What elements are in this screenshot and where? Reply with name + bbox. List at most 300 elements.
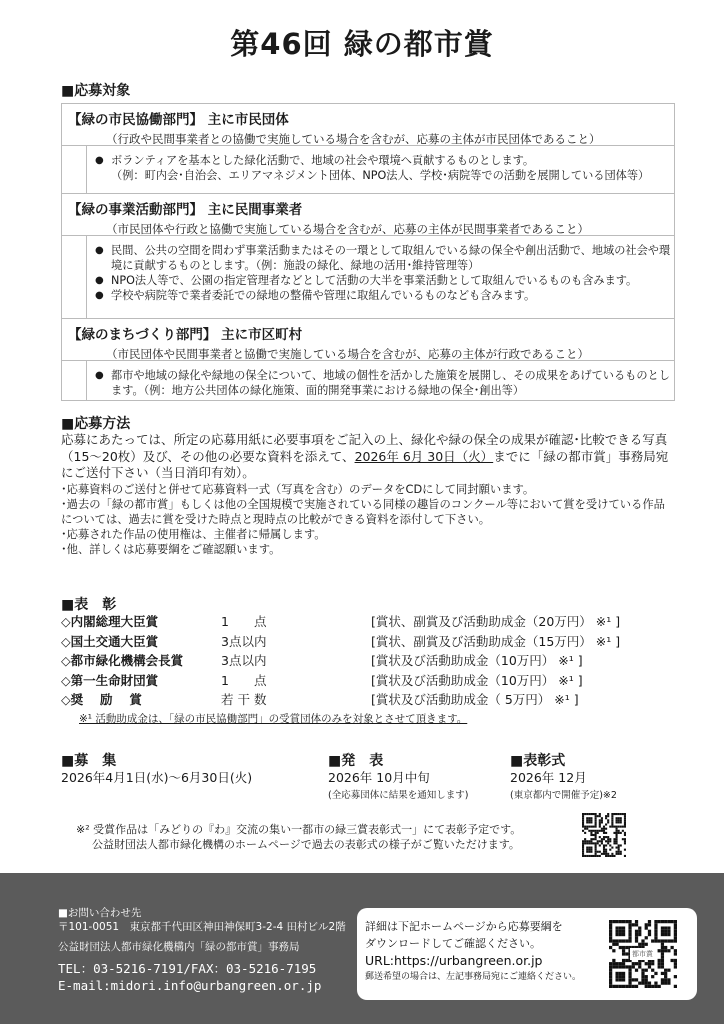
qr-module bbox=[582, 826, 584, 828]
contact-address: 〒101-0051 東京都千代田区神田神保町3-2-4 田村ビル2階 bbox=[58, 921, 346, 933]
qr-module bbox=[632, 965, 635, 968]
qr-module bbox=[622, 965, 625, 968]
qr-module bbox=[616, 817, 618, 819]
award-prize: [賞状及び活動助成金（10万円） ※¹ ] bbox=[371, 653, 583, 668]
qr-module bbox=[599, 855, 601, 857]
qr-module bbox=[597, 855, 599, 857]
qr-module bbox=[615, 930, 618, 933]
category-bullets bbox=[62, 361, 674, 401]
qr-module bbox=[615, 933, 618, 936]
qr-module bbox=[628, 933, 631, 936]
qr-module bbox=[664, 926, 667, 929]
contact-org: 公益財団法人都市緑化機構内「緑の都市賞」事務局 bbox=[58, 941, 300, 953]
qr-module bbox=[592, 826, 594, 828]
qr-module bbox=[661, 939, 664, 942]
schedule-date: 2026年 12月 bbox=[510, 770, 587, 785]
qr-module bbox=[607, 815, 609, 817]
qr-module bbox=[595, 855, 597, 857]
qr-module bbox=[661, 959, 664, 962]
qr-module bbox=[612, 939, 615, 942]
qr-module bbox=[664, 982, 667, 985]
qr-module bbox=[590, 813, 592, 815]
qr-module bbox=[620, 813, 622, 815]
qr-module bbox=[603, 830, 605, 832]
method-note: ･過去の「緑の都市賞」もしくは他の全国規模で実施されている同様の趣旨のコンクール等において賞を受けている作品については、過去に賞を受けた時点と現時点の比較ができる資料を添付して下さい。 bbox=[61, 497, 665, 526]
details-text: 郵送希望の場合は、左記事務局宛にご連絡ください。 bbox=[365, 972, 582, 982]
qr-module bbox=[609, 930, 612, 933]
qr-module bbox=[645, 969, 648, 972]
qr-module bbox=[595, 823, 597, 825]
qr-module bbox=[605, 853, 607, 855]
qr-module bbox=[654, 933, 657, 936]
qr-module bbox=[586, 819, 588, 821]
qr-module bbox=[584, 828, 586, 830]
qr-module bbox=[674, 962, 677, 965]
qr-module bbox=[674, 923, 677, 926]
qr-module bbox=[588, 826, 590, 828]
method-text: 応募にあたっては、所定の応募用紙に必要事項をご記入の上、緑化や緑の保全の成果が確認･比較できる写真（15～20枚）及び、その他の必要な資料を添えて、 bbox=[61, 432, 668, 464]
qr-module bbox=[584, 826, 586, 828]
qr-module bbox=[611, 815, 613, 817]
qr-module bbox=[603, 826, 605, 828]
qr-module bbox=[645, 985, 648, 988]
qr-module bbox=[664, 946, 667, 949]
qr-module bbox=[584, 840, 586, 842]
qr-module bbox=[674, 930, 677, 933]
qr-module bbox=[619, 946, 622, 949]
qr-module bbox=[582, 821, 584, 823]
method-heading: ■応募方法 bbox=[61, 416, 131, 432]
qr-module bbox=[601, 840, 603, 842]
qr-module bbox=[605, 844, 607, 846]
qr-module bbox=[645, 978, 648, 981]
qr-module bbox=[664, 939, 667, 942]
qr-module bbox=[609, 920, 612, 923]
award-name: ◇内閣総理大臣賞 bbox=[61, 614, 159, 629]
qr-module bbox=[674, 949, 677, 952]
qr-module bbox=[588, 819, 590, 821]
qr-module bbox=[664, 933, 667, 936]
qr-module bbox=[615, 985, 618, 988]
qr-module bbox=[616, 830, 618, 832]
qr-module bbox=[674, 933, 677, 936]
qr-module bbox=[582, 817, 584, 819]
qr-module bbox=[609, 826, 611, 828]
qr-module bbox=[651, 939, 654, 942]
contact-heading: ■お問い合わせ先 bbox=[58, 907, 142, 919]
ceremony-note bbox=[76, 822, 521, 852]
bullet-item: ● ボランティアを基本とした緑化活動で、地域の社会や環境へ貢献するものとします。 bbox=[95, 153, 674, 168]
qr-module bbox=[582, 813, 584, 815]
qr-module bbox=[671, 939, 674, 942]
qr-module bbox=[584, 832, 586, 834]
method-note: ･他、詳しくは応募要綱をご確認願います。 bbox=[61, 542, 281, 556]
qr-module bbox=[599, 826, 601, 828]
qr-module bbox=[645, 962, 648, 965]
qr-module bbox=[645, 943, 648, 946]
qr-module bbox=[615, 939, 618, 942]
qr-module bbox=[611, 847, 613, 849]
qr-module bbox=[661, 982, 664, 985]
qr-module bbox=[611, 826, 613, 828]
qr-module bbox=[611, 855, 613, 857]
bullet-item: ● NPO法人等で、公園の指定管理者などとして活動の大半を事業活動として取組んでいるものも含みます。 bbox=[95, 273, 674, 288]
qr-module bbox=[667, 939, 670, 942]
qr-module bbox=[601, 853, 603, 855]
qr-module bbox=[582, 842, 584, 844]
award-prize: [賞状、副賞及び活動助成金（15万円） ※¹ ] bbox=[371, 633, 621, 649]
qr-module bbox=[664, 920, 667, 923]
qr-module bbox=[586, 849, 588, 851]
qr-module bbox=[624, 815, 626, 817]
qr-module bbox=[586, 851, 588, 853]
award-name: ◇都市緑化機構会長賞 bbox=[61, 653, 184, 668]
award-count: 1 点 bbox=[221, 672, 267, 688]
qr-module bbox=[616, 838, 618, 840]
award-prize: [賞状及び活動助成金（ 5万円） ※¹ ] bbox=[371, 692, 579, 707]
qr-module bbox=[622, 826, 624, 828]
qr-module bbox=[618, 813, 620, 815]
qr-module bbox=[595, 851, 597, 853]
qr-module bbox=[618, 830, 620, 832]
qr-module bbox=[661, 952, 664, 955]
qr-module bbox=[582, 853, 584, 855]
qr-module bbox=[648, 923, 651, 926]
qr-module bbox=[609, 978, 612, 981]
qr-module bbox=[601, 838, 603, 840]
qr-module bbox=[582, 823, 584, 825]
method-body bbox=[61, 432, 673, 557]
qr-module bbox=[595, 849, 597, 851]
qr-module bbox=[628, 939, 631, 942]
qr-module bbox=[620, 853, 622, 855]
qr-module bbox=[658, 949, 661, 952]
qr-module bbox=[590, 819, 592, 821]
qr-module bbox=[615, 972, 618, 975]
qr-module bbox=[625, 939, 628, 942]
qr-module bbox=[613, 826, 615, 828]
qr-module bbox=[628, 969, 631, 972]
qr-module bbox=[605, 815, 607, 817]
qr-module bbox=[582, 855, 584, 857]
category-label: 【緑のまちづくり部門】 主に市区町村 bbox=[68, 327, 303, 343]
qr-module bbox=[648, 962, 651, 965]
qr-module bbox=[595, 844, 597, 846]
qr-module bbox=[619, 933, 622, 936]
qr-module bbox=[624, 821, 626, 823]
qr-module bbox=[664, 975, 667, 978]
qr-module bbox=[609, 933, 612, 936]
award-name: ◇奨 励 賞 bbox=[61, 692, 142, 707]
qr-module bbox=[590, 855, 592, 857]
qr-module bbox=[586, 817, 588, 819]
qr-module bbox=[590, 838, 592, 840]
method-note: ･応募資料のご送付と併せて応募資料一式（写真を含む）のデータをCDにして同封願います。 bbox=[61, 482, 535, 496]
qr-module bbox=[648, 982, 651, 985]
qr-module bbox=[635, 936, 638, 939]
qr-module bbox=[586, 821, 588, 823]
qr-module bbox=[595, 834, 597, 836]
qr-module bbox=[584, 813, 586, 815]
qr-module bbox=[671, 946, 674, 949]
qr-module bbox=[654, 920, 657, 923]
qr-module bbox=[603, 832, 605, 834]
qr-module bbox=[638, 933, 641, 936]
qr-module bbox=[597, 832, 599, 834]
qr-module bbox=[658, 920, 661, 923]
eligibility-heading: ■応募対象 bbox=[61, 83, 131, 99]
qr-module bbox=[590, 851, 592, 853]
qr-module bbox=[607, 838, 609, 840]
qr-module bbox=[582, 849, 584, 851]
qr-module bbox=[615, 975, 618, 978]
qr-module bbox=[667, 978, 670, 981]
bullet-item: ● 都市や地域の緑化や緑地の保全について、地域の個性を活かした施策を展開し、その成果をあげているものとします。（例：地方公共団体の緑化施策、面的開発事業における緑地の保全･創出等） bbox=[95, 368, 674, 398]
qr-module bbox=[648, 985, 651, 988]
qr-module bbox=[605, 851, 607, 853]
qr-module bbox=[628, 920, 631, 923]
qr-module bbox=[599, 844, 601, 846]
qr-module bbox=[624, 817, 626, 819]
qr-module bbox=[638, 962, 641, 965]
qr-module bbox=[622, 920, 625, 923]
qr-module bbox=[601, 821, 603, 823]
qr-module bbox=[607, 855, 609, 857]
qr-module bbox=[607, 819, 609, 821]
qr-module bbox=[609, 965, 612, 968]
qr-module bbox=[618, 849, 620, 851]
qr-module bbox=[609, 975, 612, 978]
qr-module bbox=[616, 853, 618, 855]
qr-module bbox=[588, 830, 590, 832]
qr-module bbox=[612, 949, 615, 952]
qr-module bbox=[620, 832, 622, 834]
qr-module bbox=[590, 847, 592, 849]
qr-module bbox=[588, 847, 590, 849]
qr-module bbox=[603, 849, 605, 851]
award-prize: [賞状及び活動助成金（10万円） ※¹ ] bbox=[371, 672, 583, 688]
qr-code[interactable] bbox=[582, 813, 626, 857]
qr-module bbox=[590, 821, 592, 823]
qr-module bbox=[622, 926, 625, 929]
qr-module bbox=[618, 821, 620, 823]
qr-module bbox=[671, 920, 674, 923]
schedule-ceremony bbox=[510, 750, 617, 801]
qr-module bbox=[622, 959, 625, 962]
qr-module bbox=[620, 826, 622, 828]
qr-module bbox=[605, 832, 607, 834]
qr-module bbox=[638, 930, 641, 933]
qr-module bbox=[584, 842, 586, 844]
qr-module bbox=[667, 920, 670, 923]
qr-module bbox=[592, 830, 594, 832]
qr-module bbox=[601, 830, 603, 832]
qr-module bbox=[609, 838, 611, 840]
qr-module bbox=[582, 819, 584, 821]
qr-module bbox=[632, 962, 635, 965]
qr-module bbox=[619, 965, 622, 968]
qr-module bbox=[618, 832, 620, 834]
qr-module bbox=[612, 959, 615, 962]
award-count: 3点以内 bbox=[221, 633, 267, 649]
qr-module bbox=[674, 939, 677, 942]
qr-module bbox=[590, 830, 592, 832]
qr-module bbox=[624, 834, 626, 836]
qr-module bbox=[611, 817, 613, 819]
qr-module bbox=[641, 943, 644, 946]
qr-module bbox=[667, 969, 670, 972]
qr-module bbox=[615, 920, 618, 923]
qr-module bbox=[601, 819, 603, 821]
qr-module bbox=[601, 817, 603, 819]
qr-module bbox=[615, 978, 618, 981]
category-bullets bbox=[62, 236, 674, 319]
qr-module bbox=[588, 817, 590, 819]
note-line: 公益財団法人都市緑化機構のホームページで過去の表彰式の様子がご覧いただけます。 bbox=[92, 838, 520, 851]
qr-module bbox=[592, 813, 594, 815]
qr-module bbox=[658, 939, 661, 942]
award-item bbox=[61, 690, 673, 710]
qr-module bbox=[618, 826, 620, 828]
qr-module bbox=[622, 972, 625, 975]
qr-module bbox=[638, 965, 641, 968]
qr-module bbox=[654, 936, 657, 939]
qr-module bbox=[628, 936, 631, 939]
qr-module bbox=[613, 813, 615, 815]
qr-module bbox=[615, 943, 618, 946]
qr-module bbox=[599, 823, 601, 825]
qr-module bbox=[628, 926, 631, 929]
qr-module bbox=[595, 826, 597, 828]
qr-module bbox=[595, 842, 597, 844]
qr-module bbox=[609, 969, 612, 972]
award-item bbox=[61, 651, 673, 671]
qr-module bbox=[628, 923, 631, 926]
deadline: 2026年 6月 30日（火） bbox=[354, 448, 494, 464]
qr-module bbox=[624, 838, 626, 840]
qr-module bbox=[654, 939, 657, 942]
category-bullets bbox=[62, 146, 674, 194]
contact-email[interactable]: E-mail:midori.info@urbangreen.or.jp bbox=[58, 978, 322, 993]
qr-module bbox=[661, 933, 664, 936]
qr-module bbox=[588, 851, 590, 853]
qr-module bbox=[625, 965, 628, 968]
qr-module bbox=[616, 851, 618, 853]
qr-module bbox=[622, 939, 625, 942]
method-text: までに「緑の都市賞」事務局宛にご送付下さい（当日消印有効）。 bbox=[61, 448, 669, 480]
qr-module bbox=[661, 949, 664, 952]
qr-module bbox=[615, 962, 618, 965]
qr-module bbox=[616, 832, 618, 834]
qr-label: 都市賞 bbox=[632, 950, 653, 958]
qr-module bbox=[609, 985, 612, 988]
qr-module bbox=[622, 962, 625, 965]
qr-module bbox=[595, 817, 597, 819]
qr-module bbox=[597, 830, 599, 832]
qr-module bbox=[616, 813, 618, 815]
qr-module bbox=[661, 943, 664, 946]
qr-module bbox=[595, 847, 597, 849]
award-count: 3点以内 bbox=[221, 653, 267, 668]
qr-module bbox=[590, 834, 592, 836]
qr-module bbox=[619, 926, 622, 929]
qr-module bbox=[671, 959, 674, 962]
qr-module bbox=[616, 840, 618, 842]
schedule-note: (東京都内で開催予定)※2 bbox=[510, 789, 617, 801]
qr-module bbox=[638, 926, 641, 929]
qr-module bbox=[645, 926, 648, 929]
qr-module bbox=[605, 840, 607, 842]
qr-module bbox=[620, 819, 622, 821]
qr-module bbox=[628, 978, 631, 981]
qr-module bbox=[674, 936, 677, 939]
qr-module bbox=[609, 844, 611, 846]
qr-module bbox=[603, 851, 605, 853]
qr-module bbox=[613, 838, 615, 840]
contact-info bbox=[58, 906, 346, 994]
qr-module bbox=[674, 920, 677, 923]
qr-module bbox=[603, 853, 605, 855]
category-label: 【緑の市民協働部門】 主に市民団体 bbox=[68, 112, 289, 128]
qr-module bbox=[661, 946, 664, 949]
qr-module bbox=[624, 813, 626, 815]
qr-module bbox=[635, 962, 638, 965]
qr-module bbox=[664, 949, 667, 952]
qr-module bbox=[624, 826, 626, 828]
details-url[interactable]: URL:https://urbangreen.or.jp bbox=[365, 953, 543, 968]
qr-module bbox=[595, 832, 597, 834]
category-header-business bbox=[62, 194, 674, 236]
qr-module bbox=[603, 838, 605, 840]
qr-module bbox=[654, 972, 657, 975]
qr-module bbox=[597, 851, 599, 853]
qr-module bbox=[616, 847, 618, 849]
qr-module bbox=[616, 828, 618, 830]
qr-module bbox=[582, 847, 584, 849]
qr-module bbox=[625, 952, 628, 955]
qr-module bbox=[586, 842, 588, 844]
qr-module bbox=[588, 813, 590, 815]
page-title: 第46回 緑の都市賞 bbox=[230, 27, 494, 61]
details-text: 詳細は下記ホームページから応募要綱を bbox=[365, 920, 563, 933]
qr-module bbox=[609, 946, 612, 949]
qr-module bbox=[609, 982, 612, 985]
qr-module bbox=[599, 815, 601, 817]
qr-module bbox=[586, 826, 588, 828]
qr-module bbox=[605, 855, 607, 857]
qr-module bbox=[624, 849, 626, 851]
qr-module bbox=[624, 842, 626, 844]
qr-module bbox=[603, 844, 605, 846]
qr-module bbox=[609, 923, 612, 926]
qr-module bbox=[661, 956, 664, 959]
awards-footnote: ※¹ 活動助成金は、「緑の市民協働部門」の受賞団体のみを対象とさせて頂きます。 bbox=[79, 712, 468, 725]
qr-module bbox=[654, 985, 657, 988]
qr-module bbox=[635, 969, 638, 972]
qr-module bbox=[588, 821, 590, 823]
qr-module bbox=[645, 936, 648, 939]
qr-module bbox=[603, 847, 605, 849]
qr-module bbox=[619, 939, 622, 942]
qr-module bbox=[674, 985, 677, 988]
qr-module bbox=[635, 985, 638, 988]
qr-module bbox=[588, 842, 590, 844]
qr-module bbox=[622, 952, 625, 955]
qr-module bbox=[616, 826, 618, 828]
qr-module bbox=[595, 836, 597, 838]
award-item bbox=[61, 632, 673, 652]
schedule-heading: ■募 集 bbox=[61, 753, 117, 769]
